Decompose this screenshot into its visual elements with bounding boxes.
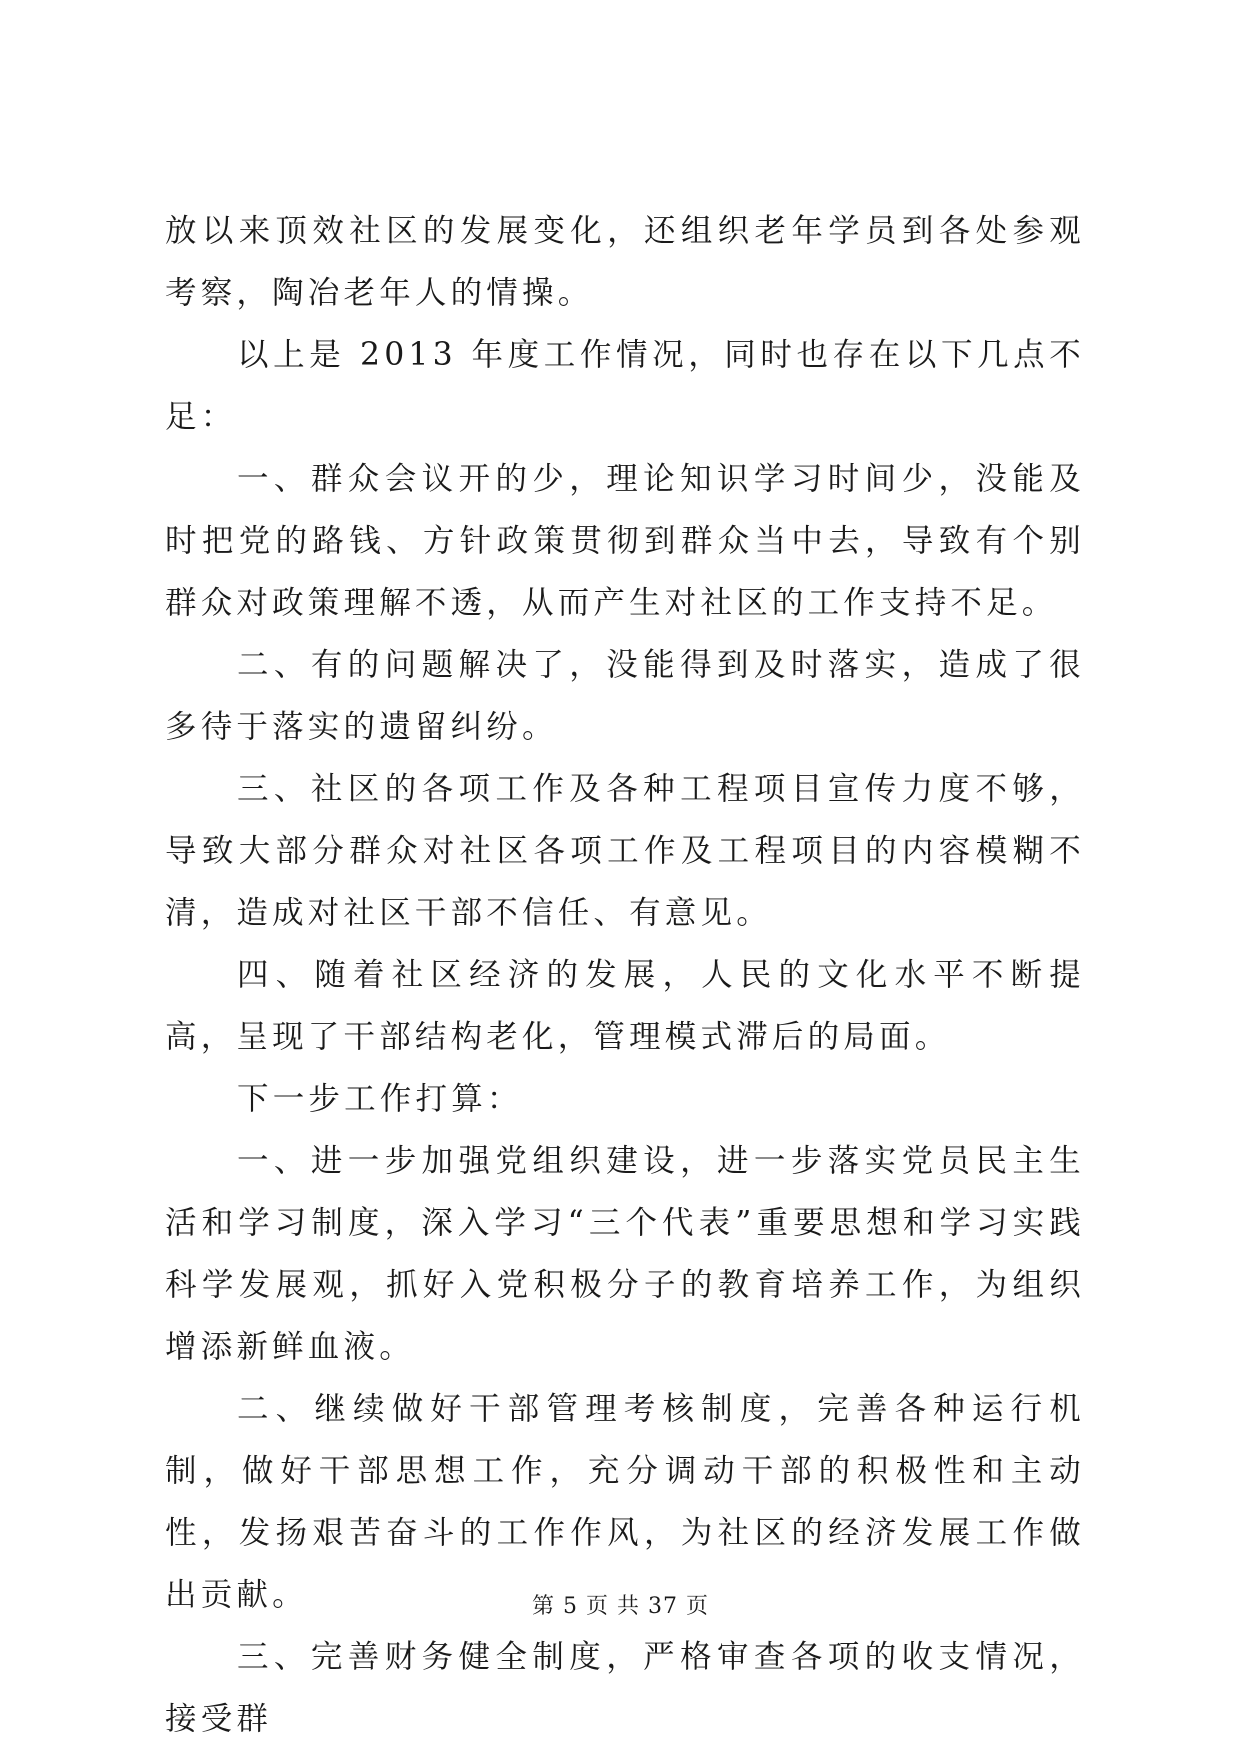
paragraph-plan-3: 三、完善财务健全制度，严格审查各项的收支情况，接受群 xyxy=(165,1639,1085,1737)
paragraph-plan-1: 一、进一步加强党组织建设，进一步落实党员民主生活和学习制度，深入学习“三个代表”重要思想和学习实践科学发展观，抓好入党积极分子的教育培养工作，为组织增添新鲜血液。 xyxy=(165,1143,1085,1365)
document-body xyxy=(165,200,1085,1750)
paragraph-plan-2: 二、继续做好干部管理考核制度，完善各种运行机制，做好干部思想工作，充分调动干部的积极性和主动性，发扬艰苦奋斗的工作作风，为社区的经济发展工作做出贡献。 xyxy=(165,1391,1085,1613)
paragraph-summary-intro: 以上是 2013 年度工作情况，同时也存在以下几点不足： xyxy=(165,337,1085,435)
page-number-footer: 第 5 页 共 37 页 xyxy=(532,1594,709,1619)
paragraph-continued: 放以来顶效社区的发展变化，还组织老年学员到各处参观考察，陶冶老年人的情操。 xyxy=(165,213,1085,311)
paragraph-shortcoming-3: 三、社区的各项工作及各种工程项目宣传力度不够，导致大部分群众对社区各项工作及工程项目的内容模糊不清，造成对社区干部不信任、有意见。 xyxy=(165,771,1085,931)
paragraph-shortcoming-4: 四、随着社区经济的发展，人民的文化水平不断提高，呈现了干部结构老化，管理模式滞后的局面。 xyxy=(165,957,1085,1055)
paragraph-shortcoming-2: 二、有的问题解决了，没能得到及时落实，造成了很多待于落实的遗留纠纷。 xyxy=(165,647,1085,745)
paragraph-next-steps-heading: 下一步工作打算： xyxy=(237,1081,523,1117)
paragraph-shortcoming-1: 一、群众会议开的少，理论知识学习时间少，没能及时把党的路钱、方针政策贯彻到群众当中去，导致有个别群众对政策理解不透，从而产生对社区的工作支持不足。 xyxy=(165,461,1085,621)
